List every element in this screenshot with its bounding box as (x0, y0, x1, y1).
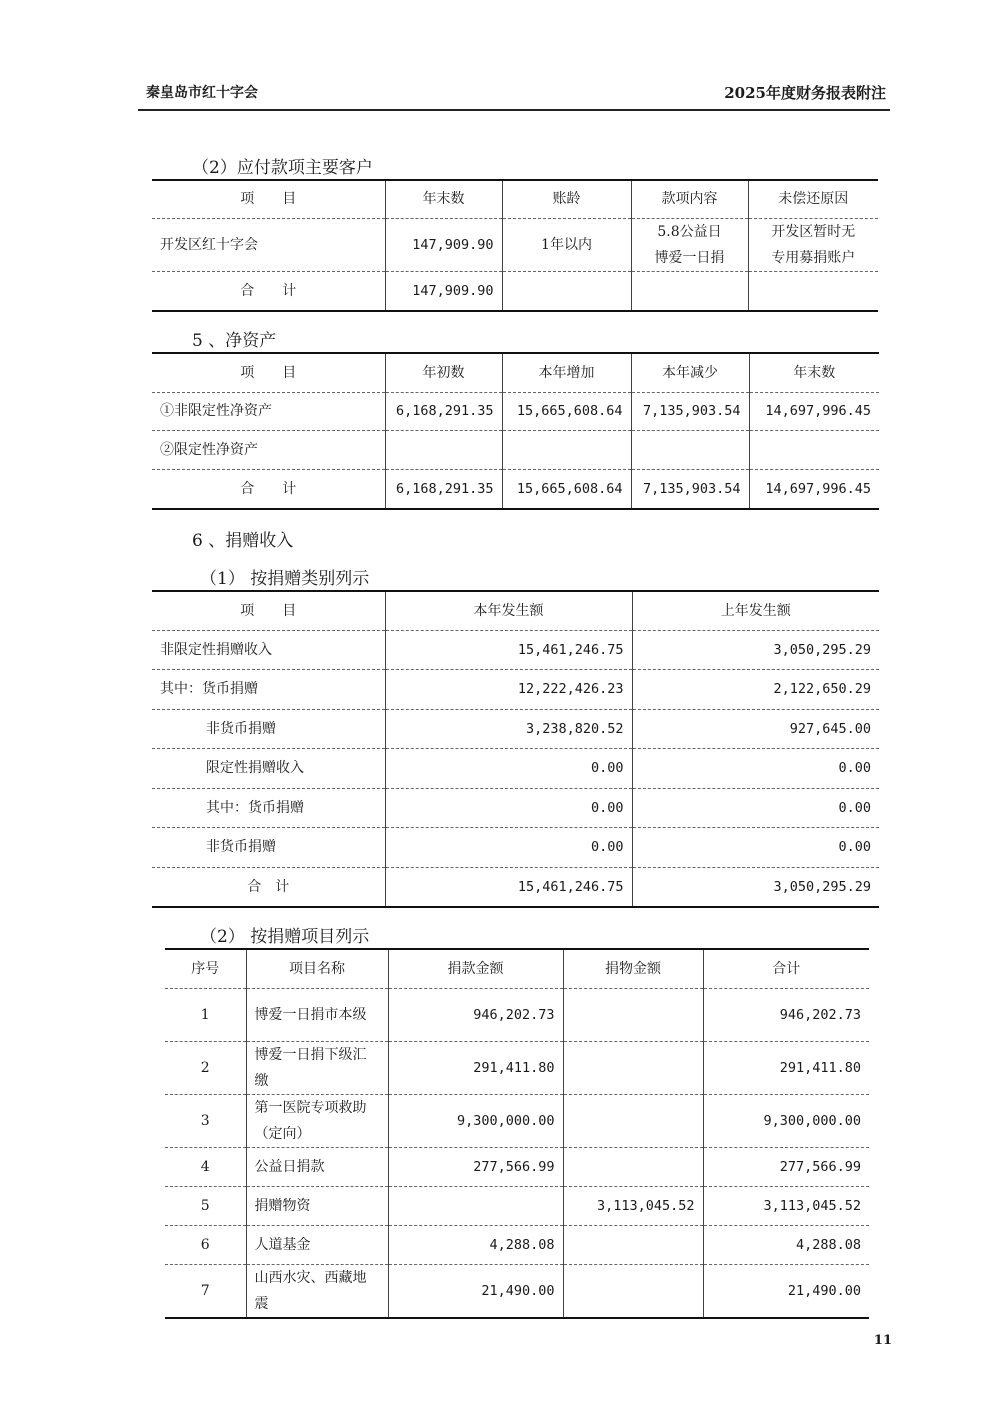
table-cell: 3,238,820.52 (385, 709, 632, 748)
header-report-title: 2025年度财务报表附注 (724, 84, 886, 102)
by-project-title: （2） 按捐赠项目列示 (200, 927, 370, 947)
table-cell (502, 430, 631, 469)
table-cell (563, 1147, 703, 1186)
header-row (152, 591, 879, 630)
table-cell: 合 计 (152, 867, 385, 907)
table-row (165, 988, 869, 1041)
table-row (152, 748, 879, 788)
table-cell: 5 (165, 1186, 246, 1225)
table-cell: 6,168,291.35 (385, 392, 502, 430)
table-cell: 3,113,045.52 (703, 1186, 869, 1225)
table-cell: 14,697,996.45 (749, 469, 879, 509)
table-cell: 3,050,295.29 (632, 867, 879, 907)
header-row (152, 180, 878, 218)
column-header: 序号 (165, 949, 246, 988)
table-cell: 12,222,426.23 (385, 669, 632, 709)
table-cell (631, 271, 748, 311)
table-cell (388, 1186, 563, 1225)
table-cell (563, 1041, 703, 1094)
table-cell: 291,411.80 (703, 1041, 869, 1094)
table-cell: 捐赠物资 (246, 1186, 388, 1225)
header-organization: 秦皇岛市红十字会 (146, 85, 258, 101)
table-cell: 147,909.90 (385, 218, 502, 271)
donations-by-category-table (152, 590, 879, 908)
table-cell: 博爱一日捐市本级 (246, 988, 388, 1041)
header-divider (138, 109, 890, 111)
table-cell: 公益日捐款 (246, 1147, 388, 1186)
column-header: 合计 (703, 949, 869, 988)
column-header: 本年减少 (631, 353, 749, 392)
column-header: 项目名称 (246, 949, 388, 988)
table-cell: 6,168,291.35 (385, 469, 502, 509)
table-cell: 7 (165, 1264, 246, 1318)
column-header: 年末数 (749, 353, 879, 392)
table-cell: 291,411.80 (388, 1041, 563, 1094)
table-cell: 0.00 (385, 748, 632, 788)
table-row (152, 669, 879, 709)
table-cell: 9,300,000.00 (703, 1094, 869, 1147)
column-header: 项 目 (152, 180, 385, 218)
table-cell: 合 计 (152, 469, 385, 509)
column-header: 捐物金额 (563, 949, 703, 988)
table-cell: 927,645.00 (632, 709, 879, 748)
table-cell: 其中：货币捐赠 (152, 669, 385, 709)
table-cell: 1 (165, 988, 246, 1041)
table-cell: 0.00 (385, 788, 632, 827)
table-cell (563, 1225, 703, 1264)
table-cell: 9,300,000.00 (388, 1094, 563, 1147)
column-header: 本年发生额 (385, 591, 632, 630)
table-cell: 开发区红十字会 (152, 218, 385, 271)
table-cell: 非限定性捐赠收入 (152, 630, 385, 669)
table-cell: 277,566.99 (388, 1147, 563, 1186)
table-row (152, 827, 879, 867)
table-cell: 4,288.08 (703, 1225, 869, 1264)
column-header: 项 目 (152, 353, 385, 392)
net-assets-table (152, 352, 879, 510)
table-cell: 3 (165, 1094, 246, 1147)
table-row (165, 1041, 869, 1094)
table-cell (563, 1094, 703, 1147)
table-cell: 0.00 (632, 788, 879, 827)
column-header: 年末数 (385, 180, 502, 218)
table-cell: 0.00 (385, 827, 632, 867)
table-cell: 2 (165, 1041, 246, 1094)
net-assets-title: 5 、净资产 (192, 331, 277, 351)
table-cell: 非货币捐赠 (152, 709, 385, 748)
table-row (165, 1264, 869, 1318)
table-cell: 2,122,650.29 (632, 669, 879, 709)
table-row (165, 1225, 869, 1264)
table-cell: 第一医院专项救助（定向） (246, 1094, 388, 1147)
page-number: 11 (873, 1333, 892, 1348)
table-row (165, 1147, 869, 1186)
table-cell: 946,202.73 (703, 988, 869, 1041)
table-row (152, 218, 878, 271)
table-cell: 4,288.08 (388, 1225, 563, 1264)
table-cell: 6 (165, 1225, 246, 1264)
table-cell: 21,490.00 (388, 1264, 563, 1318)
table-cell (748, 271, 878, 311)
table-row (152, 271, 878, 311)
table-cell (563, 988, 703, 1041)
table-cell (749, 430, 879, 469)
table-cell: 15,461,246.75 (385, 867, 632, 907)
table-cell (502, 271, 631, 311)
table-row (152, 430, 879, 469)
table-cell: 946,202.73 (388, 988, 563, 1041)
column-header: 年初数 (385, 353, 502, 392)
table-cell: 合 计 (152, 271, 385, 311)
table-cell: 15,461,246.75 (385, 630, 632, 669)
column-header: 上年发生额 (632, 591, 879, 630)
header-row (152, 353, 879, 392)
payables-table (152, 179, 878, 312)
table-cell: 开发区暂时无 专用募捐账户 (748, 218, 878, 271)
table-cell: 1年以内 (502, 218, 631, 271)
table-cell: 7,135,903.54 (631, 469, 749, 509)
table-row (165, 1094, 869, 1147)
table-cell (385, 430, 502, 469)
column-header: 捐款金额 (388, 949, 563, 988)
table-cell: 14,697,996.45 (749, 392, 879, 430)
table-cell: 15,665,608.64 (502, 469, 631, 509)
table-row (165, 1186, 869, 1225)
table-cell: 15,665,608.64 (502, 392, 631, 430)
payables-title: （2）应付款项主要客户 (192, 158, 373, 178)
table-row (152, 469, 879, 509)
table-cell: 7,135,903.54 (631, 392, 749, 430)
table-cell (563, 1264, 703, 1318)
table-cell (631, 430, 749, 469)
column-header: 本年增加 (502, 353, 631, 392)
table-cell: 4 (165, 1147, 246, 1186)
table-cell: 277,566.99 (703, 1147, 869, 1186)
table-cell: 限定性捐赠收入 (152, 748, 385, 788)
header-row (165, 949, 869, 988)
column-header: 款项内容 (631, 180, 748, 218)
column-header: 账龄 (502, 180, 631, 218)
table-cell: 0.00 (632, 748, 879, 788)
column-header: 项 目 (152, 591, 385, 630)
table-cell: 147,909.90 (385, 271, 502, 311)
donations-by-project-table (165, 948, 869, 1319)
table-cell: 3,050,295.29 (632, 630, 879, 669)
column-header: 未偿还原因 (748, 180, 878, 218)
table-row (152, 867, 879, 907)
table-cell: ①非限定性净资产 (152, 392, 385, 430)
table-cell: 其中：货币捐赠 (152, 788, 385, 827)
table-cell: 3,113,045.52 (563, 1186, 703, 1225)
table-row (152, 788, 879, 827)
table-cell: 非货币捐赠 (152, 827, 385, 867)
table-row (152, 630, 879, 669)
by-category-title: （1） 按捐赠类别列示 (200, 569, 370, 589)
table-cell: 5.8公益日 博爱一日捐 (631, 218, 748, 271)
table-row (152, 392, 879, 430)
table-cell: ②限定性净资产 (152, 430, 385, 469)
table-cell: 博爱一日捐下级汇缴 (246, 1041, 388, 1094)
donations-title: 6 、捐赠收入 (192, 531, 294, 551)
table-row (152, 709, 879, 748)
table-cell: 0.00 (632, 827, 879, 867)
table-cell: 人道基金 (246, 1225, 388, 1264)
table-cell: 21,490.00 (703, 1264, 869, 1318)
table-cell: 山西水灾、西藏地震 (246, 1264, 388, 1318)
